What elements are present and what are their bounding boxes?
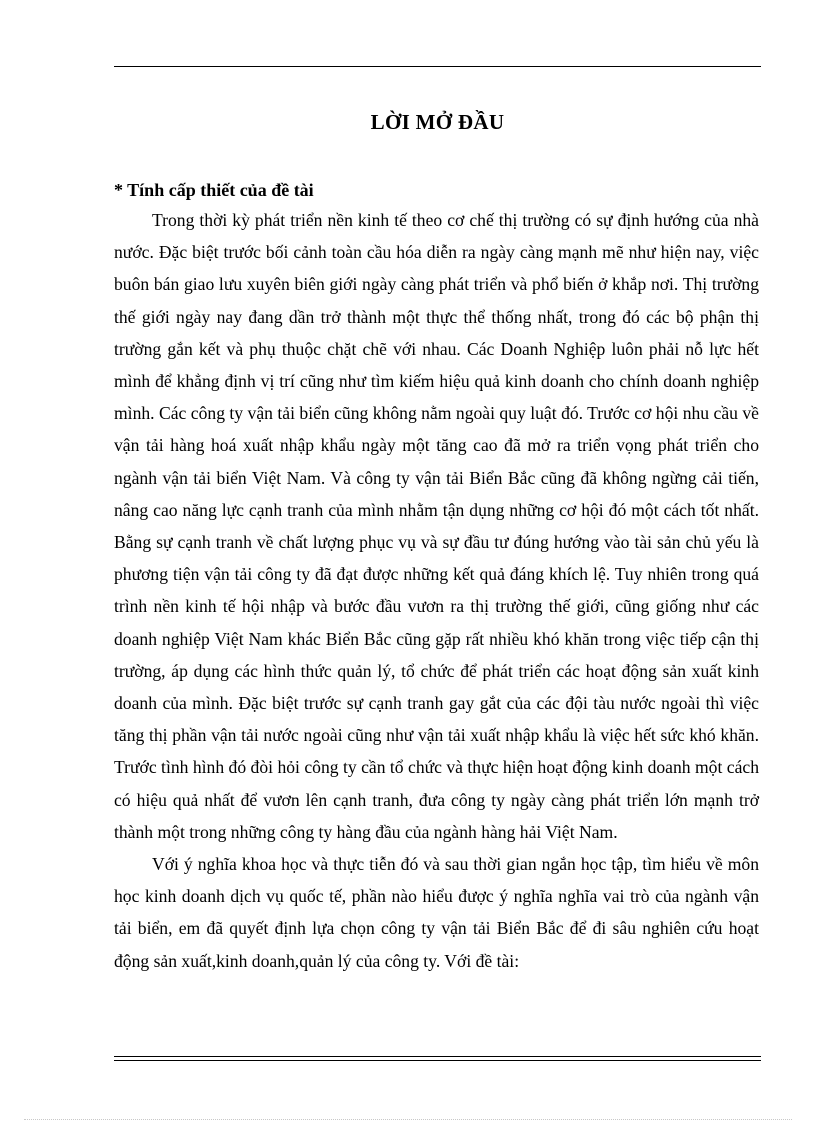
paragraph-1: Trong thời kỳ phát triển nền kinh tế theo cơ chế thị trường có sự định hướng của nhà nước. Đặc biệt trước bối cảnh toàn cầu hóa diễn ra ngày càng mạnh mẽ như hiện nay, việc buôn bán giao lưu xuyên biên giới ngày càng phát triển và phổ biến ở khắp nơi. Thị trường thế giới ngày nay đang dần trở thành một thực thể thống nhất, trong đó các bộ phận thị trường gắn kết và phụ thuộc chặt chẽ với nhau. Các Doanh Nghiệp luôn phải nỗ lực hết mình để khẳng định vị trí cũng như tìm kiếm hiệu quả kinh doanh cho chính doanh nghiệp mình. Các công ty vận tải biển cũng không nằm ngoài quy luật đó. Trước cơ hội nhu cầu về vận tải hàng hoá xuất nhập khẩu ngày một tăng cao đã mở ra triển vọng phát triển cho ngành vận tải biển Việt Nam. Và công ty vận tải Biển Bắc cũng đã không ngừng cải tiến, nâng cao năng lực cạnh tranh của mình nhằm tận dụng những cơ hội đó một cách tốt nhất. Bằng sự cạnh tranh về chất lượng phục vụ và sự đầu tư đúng hướng vào tài sản chủ yếu là phương tiện vận tải công ty đã đạt được những kết quả đáng khích lệ. Tuy nhiên trong quá trình nền kinh tế hội nhập và bước đầu vươn ra thị trường thế giới, cũng giống như các doanh nghiệp Việt Nam khác Biển Bắc cũng gặp rất nhiều khó khăn trong việc tiếp cận thị trường, áp dụng các hình thức quản lý, tổ chức để phát triển các hoạt động sản xuất kinh doanh của mình. Đặc biệt trước sự cạnh tranh gay gắt của các đội tàu nước ngoài thì việc tăng thị phần vận tải nước ngoài cũng như vận tải xuất nhập khẩu là việc hết sức khó khăn. Trước tình hình đó đòi hỏi công ty cần tổ chức và thực hiện hoạt động kinh doanh một cách có hiệu quả nhất để vươn lên cạnh tranh, đưa công ty ngày càng phát triển lớn mạnh trở thành một trong những công ty hàng đầu của ngành hàng hải Việt Nam. xyxy=(114,210,759,842)
paragraph-2: Với ý nghĩa khoa học và thực tiễn đó và sau thời gian ngắn học tập, tìm hiểu về môn học kinh doanh dịch vụ quốc tế, phần nào hiểu được ý nghĩa nghĩa vai trò của ngành vận tải biển, em đã quyết định lựa chọn công ty vận tải Biển Bắc để đi sâu nghiên cứu hoạt động sản xuất,kinh doanh,quản lý của công ty. Với đề tài: xyxy=(114,854,759,971)
header-rule xyxy=(114,66,761,67)
section-heading: * Tính cấp thiết của đề tài xyxy=(114,180,314,200)
body-text xyxy=(114,204,759,977)
page-title: LỜI MỞ ĐẦU xyxy=(370,110,505,134)
footer-double-rule xyxy=(114,1056,761,1061)
page-bottom-dotted-line xyxy=(24,1119,792,1120)
